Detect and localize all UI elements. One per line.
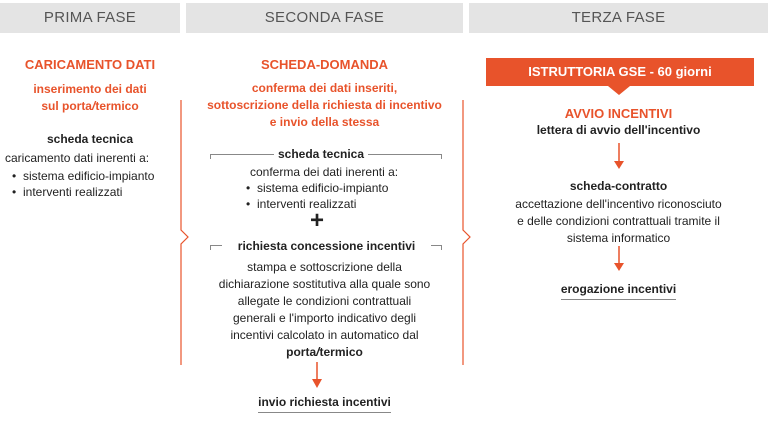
contract-line: sistema informatico xyxy=(566,231,671,245)
brand-slash: / xyxy=(316,345,320,359)
phase2-request-text xyxy=(186,259,463,361)
request-bracket-right-tick xyxy=(441,245,442,250)
sheet-bracket-left-tick xyxy=(210,154,211,159)
arrow-invio-head xyxy=(312,379,322,388)
brand-slash: / xyxy=(91,99,96,113)
sheet-bracket-right-tick xyxy=(441,154,442,159)
contract-line: accettazione dell'incentivo riconosciuto xyxy=(515,197,722,211)
banner-pointer xyxy=(608,86,630,96)
phase1-brand-termico: termico xyxy=(95,99,139,113)
phase2-title: SCHEDA-DOMANDA xyxy=(260,57,389,72)
phase1-subtitle-line2 xyxy=(0,98,180,115)
phase2-request-title: richiesta concessione incentivi xyxy=(237,239,416,253)
sheet-bracket-right xyxy=(368,154,442,155)
phase-header-first: PRIMA FASE xyxy=(0,3,180,33)
istruttoria-banner: ISTRUTTORIA GSE - 60 giorni xyxy=(486,58,754,86)
phase1-items-list xyxy=(9,168,154,200)
request-brand-line xyxy=(186,344,463,361)
phase3-final xyxy=(469,281,768,297)
phase2-subtitle-line2: sottoscrizione della richiesta di incentivo xyxy=(207,98,442,112)
phase2-subtitle-line3: e invio della stessa xyxy=(269,115,380,129)
request-line: incentivi calcolato in automatico dal xyxy=(230,328,419,342)
phase-header-second: SECONDA FASE xyxy=(186,3,463,33)
phase3-start-title: AVVIO INCENTIVI xyxy=(564,106,673,121)
list-item: • sistema edificio-impianto xyxy=(9,168,154,184)
phase1-sheet-desc: caricamento dati inerenti a: xyxy=(5,151,150,165)
phase2-brand-porta: porta xyxy=(286,345,317,359)
phase2-subtitle-line1: conferma dei dati inseriti, xyxy=(251,81,398,95)
request-line: dichiarazione sostitutiva alla quale sono xyxy=(218,277,431,291)
sheet-bracket-left xyxy=(210,154,274,155)
request-line: generali e l'importo indicativo degli xyxy=(232,311,417,325)
phase2-subtitle xyxy=(186,80,463,131)
erogazione-label: erogazione incentivi xyxy=(561,282,676,300)
arrow-final-head xyxy=(614,263,624,271)
phase1-subtitle-line1: inserimento dei dati xyxy=(33,82,147,96)
phase-header-third: TERZA FASE xyxy=(469,3,768,33)
phase1-title: CARICAMENTO DATI xyxy=(24,57,156,72)
phase2-final xyxy=(186,394,463,410)
list-item: • interventi realizzati xyxy=(243,196,388,212)
phase1-subtitle-pre: sul xyxy=(41,99,62,113)
request-line: allegate le condizioni contrattuali xyxy=(237,294,412,308)
list-item: • interventi realizzati xyxy=(9,184,154,200)
phase2-sheet-desc: conferma dei dati inerenti a: xyxy=(250,165,399,179)
request-bracket-left xyxy=(210,245,222,246)
phase2-sheet-title: scheda tecnica xyxy=(277,147,365,161)
arrow-contract-head xyxy=(614,161,624,169)
contract-line: e delle condizioni contrattuali tramite il xyxy=(517,214,720,228)
phase1-sheet-title: scheda tecnica xyxy=(46,132,134,146)
phase1-brand-porta: porta xyxy=(61,99,92,113)
invio-richiesta-label: invio richiesta incentivi xyxy=(258,395,391,413)
phase3-contract-title: scheda-contratto xyxy=(569,179,668,193)
phase3-start-desc: lettera di avvio dell'incentivo xyxy=(536,123,701,137)
phase1-subtitle xyxy=(0,81,180,115)
phase2-brand-termico: termico xyxy=(319,345,363,359)
plus-sign: + xyxy=(309,207,324,234)
list-item: • sistema edificio-impianto xyxy=(243,180,388,196)
request-line: stampa e sottoscrizione della xyxy=(247,260,402,274)
phase3-contract-text xyxy=(469,196,768,247)
